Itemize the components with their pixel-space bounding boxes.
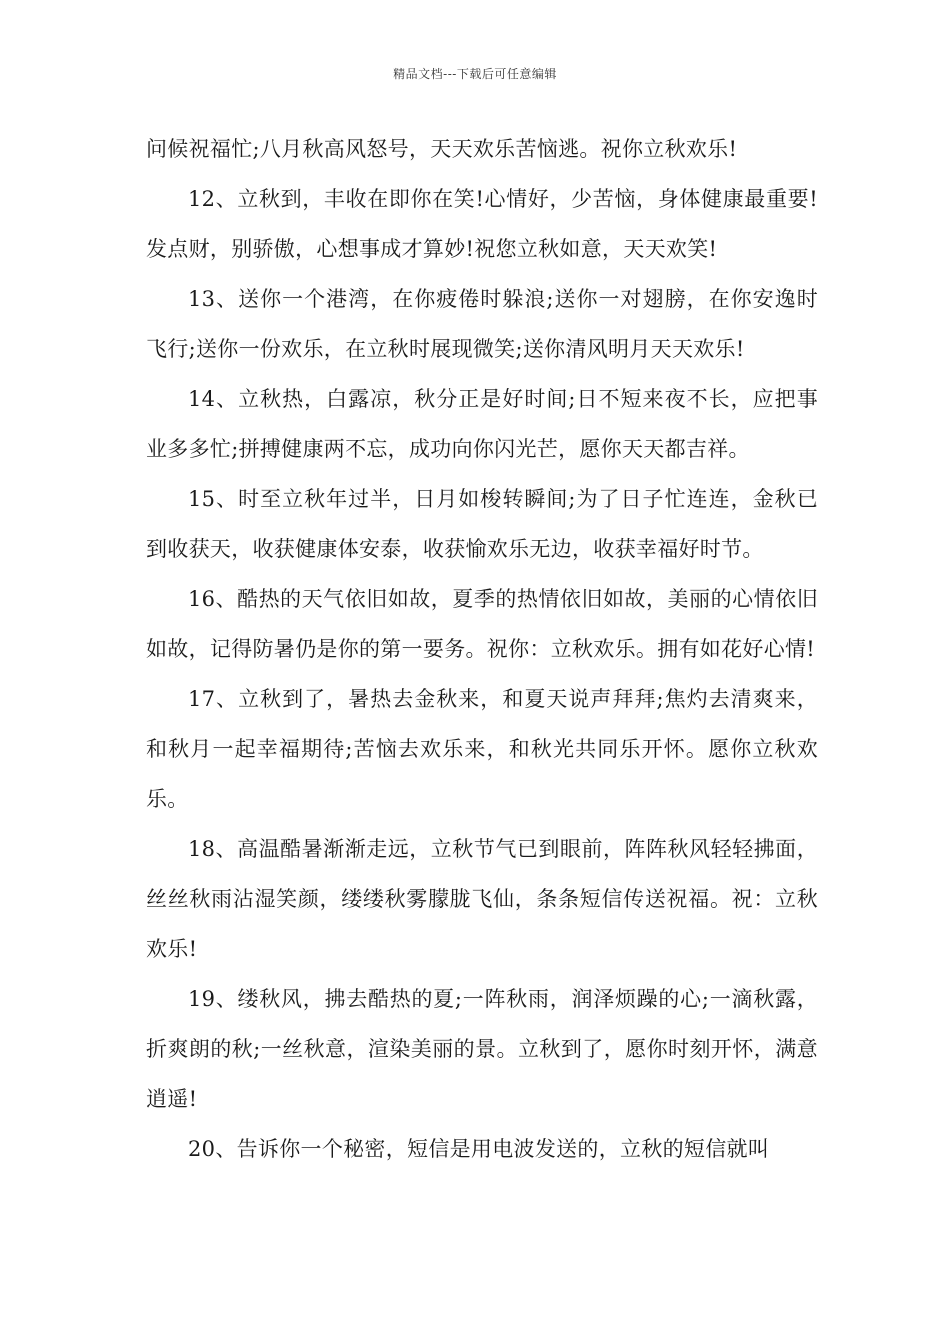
paragraph-14: 14、立秋热，白露凉，秋分正是好时间;日不短来夜不长，应把事业多多忙;拼搏健康两不忘，成功向你闪光芒，愿你天天都吉祥。 [146, 387, 818, 461]
document-body [146, 124, 818, 1174]
paragraph-19: 19、缕秋风，拂去酷热的夏;一阵秋雨，润泽烦躁的心;一滴秋露，折爽朗的秋;一丝秋意，渲染美丽的景。立秋到了，愿你时刻开怀，满意逍遥! [146, 987, 818, 1111]
page-header: 精品文档---下载后可任意编辑 [393, 67, 557, 81]
paragraph-20: 20、告诉你一个秘密，短信是用电波发送的，立秋的短信就叫 [188, 1137, 770, 1161]
paragraph-13: 13、送你一个港湾，在你疲倦时躲浪;送你一对翅膀，在你安逸时飞行;送你一份欢乐，在立秋时展现微笑;送你清风明月天天欢乐! [146, 287, 818, 361]
paragraph-15: 15、时至立秋年过半，日月如梭转瞬间;为了日子忙连连，金秋已到收获天，收获健康体安泰，收获愉欢乐无边，收获幸福好时节。 [146, 487, 818, 561]
paragraph-16: 16、酷热的天气依旧如故，夏季的热情依旧如故，美丽的心情依旧如故，记得防暑仍是你的第一要务。祝你：立秋欢乐。拥有如花好心情! [146, 587, 818, 661]
paragraph-12: 12、立秋到，丰收在即你在笑!心情好，少苦恼，身体健康最重要!发点财，别骄傲，心想事成才算妙!祝您立秋如意，天天欢笑! [146, 187, 818, 261]
paragraph-17: 17、立秋到了，暑热去金秋来，和夏天说声拜拜;焦灼去清爽来，和秋月一起幸福期待;苦恼去欢乐来，和秋光共同乐开怀。愿你立秋欢乐。 [146, 687, 818, 811]
paragraph-18: 18、高温酷暑渐渐走远，立秋节气已到眼前，阵阵秋风轻轻拂面，丝丝秋雨沾湿笑颜，缕缕秋雾朦胧飞仙，条条短信传送祝福。祝：立秋欢乐! [146, 837, 818, 961]
paragraph-continued: 问候祝福忙;八月秋高风怒号，天天欢乐苦恼逃。祝你立秋欢乐! [146, 137, 738, 161]
